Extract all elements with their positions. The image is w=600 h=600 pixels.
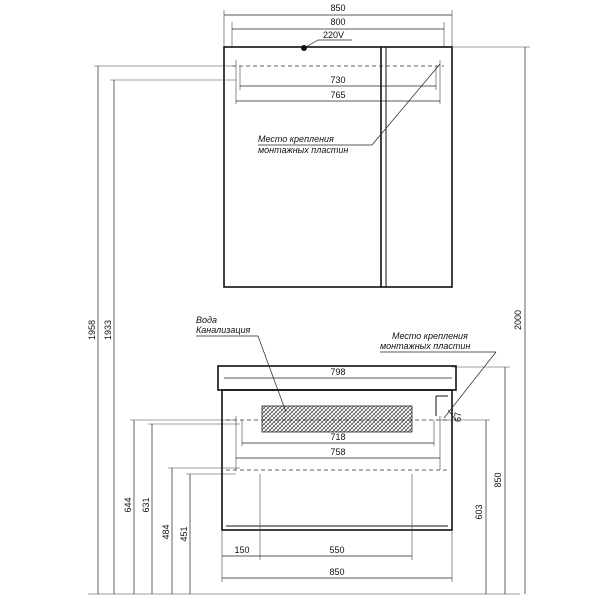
- rail-718-label: 718: [330, 432, 346, 442]
- bottom-150-label: 150: [234, 545, 250, 555]
- height-1933-label: 1933: [103, 319, 113, 341]
- height-850-label: 850: [493, 472, 503, 488]
- offset-67-label: 67: [453, 411, 463, 422]
- mirror-cabinet: [224, 3, 452, 287]
- vanity-mount-label-1: Место крепления: [392, 331, 468, 341]
- height-dimensions: [87, 47, 530, 594]
- height-484-label: 484: [161, 524, 171, 540]
- vanity-unit: [196, 315, 496, 582]
- mount-765-label: 765: [330, 90, 346, 100]
- height-631-label: 631: [141, 497, 151, 513]
- bottom-850-label: 850: [329, 567, 345, 577]
- width-850-label: 850: [330, 3, 346, 13]
- vanity-mount-label-2: монтажных пластин: [380, 341, 471, 351]
- bottom-550-label: 550: [329, 545, 345, 555]
- pipe-zone-hatch: [262, 406, 412, 432]
- mount-730-label: 730: [330, 75, 346, 85]
- power-label: 220V: [323, 30, 345, 40]
- mirror-mount-label-1: Место крепления: [258, 134, 334, 144]
- sewer-label: Канализация: [196, 325, 251, 335]
- height-644-label: 644: [123, 497, 133, 513]
- height-451-label: 451: [179, 526, 189, 542]
- height-1958-label: 1958: [87, 319, 97, 341]
- height-2000-label: 2000: [513, 309, 523, 331]
- water-label: Вода: [196, 315, 217, 325]
- height-603-label: 603: [474, 504, 484, 520]
- top-798-label: 798: [330, 367, 346, 377]
- width-800-label: 800: [330, 17, 346, 27]
- mirror-mount-label-2: монтажных пластин: [258, 145, 349, 155]
- rail-758-label: 758: [330, 447, 346, 457]
